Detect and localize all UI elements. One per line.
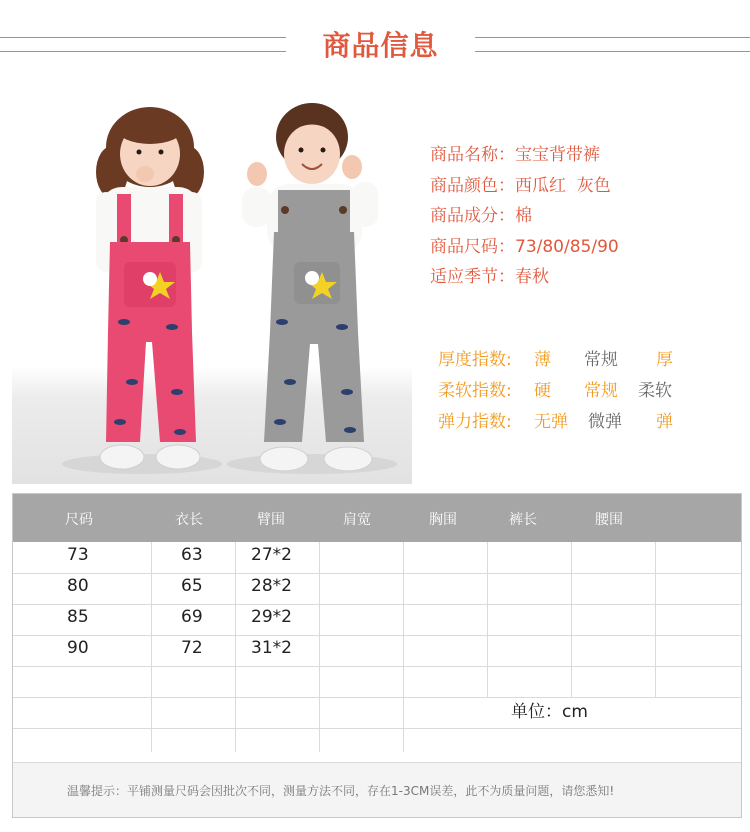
row-divider [13,666,741,667]
table-cell: 31*2 [251,638,292,658]
row-divider [13,573,741,574]
boy-figure [242,103,378,471]
product-photo [12,92,412,484]
header-line [0,37,286,38]
index-option: 无弹 [534,412,568,432]
header-line [475,51,750,52]
column-divider [571,542,572,697]
index-option: 常规 [584,381,618,401]
table-cell: 29*2 [251,607,292,627]
column-header: 尺码 [65,512,93,528]
table-cell: 63 [181,545,203,565]
info-row-size: 商品尺码：73/80/85/90 [430,236,619,257]
unit-label: 单位：cm [511,702,588,722]
column-header: 腰围 [595,512,623,528]
row-divider [13,635,741,636]
index-panel [438,345,738,438]
kids-illustration [12,92,412,484]
table-cell: 72 [181,638,203,658]
index-label: 弹力指数: [438,412,512,432]
column-header: 衣长 [175,512,203,528]
row-divider [13,728,741,729]
index-option: 厚 [656,350,673,370]
column-header: 胸围 [429,512,457,528]
info-row-material: 商品成分：棉 [430,206,532,226]
size-table-header [13,494,741,542]
info-row-color: 商品颜色：西瓜红 灰色 [430,175,611,196]
info-row-season: 适应季节：春秋 [430,267,549,287]
index-label: 厚度指数: [438,350,512,370]
row-divider [13,604,741,605]
table-cell: 65 [181,576,203,596]
size-table [12,493,742,818]
column-header: 肩宽 [343,512,371,528]
index-option: 柔软 [638,381,672,401]
index-option: 弹 [656,412,673,432]
page-title: 商品信息 [322,29,439,62]
section-header [0,0,750,85]
table-cell: 28*2 [251,576,292,596]
index-row-thickness [438,345,738,376]
column-header: 裤长 [509,512,537,528]
table-cell: 85 [67,607,89,627]
index-label: 柔软指数: [438,381,512,401]
table-cell: 69 [181,607,203,627]
measurement-note [13,762,741,817]
index-row-softness [438,376,738,407]
table-cell: 90 [67,638,89,658]
row-divider [13,697,741,698]
index-option: 常规 [584,350,618,370]
table-cell: 27*2 [251,545,292,565]
note-text: 温馨提示：平铺测量尺码会因批次不同，测量方法不同，存在1-3CM误差，此不为质量问题，请您悉知! [67,784,615,798]
column-divider [655,542,656,697]
header-line [475,37,750,38]
index-option: 硬 [534,381,551,401]
product-info [430,140,619,293]
girl-figure [96,107,204,469]
column-header: 臂围 [257,512,285,528]
column-divider [487,542,488,697]
index-option: 薄 [534,350,551,370]
table-cell: 80 [67,576,89,596]
table-cell: 73 [67,545,89,565]
info-row-name: 商品名称：宝宝背带裤 [430,145,600,165]
index-option: 微弹 [588,412,622,432]
index-row-elasticity [438,407,738,438]
header-line [0,51,286,52]
